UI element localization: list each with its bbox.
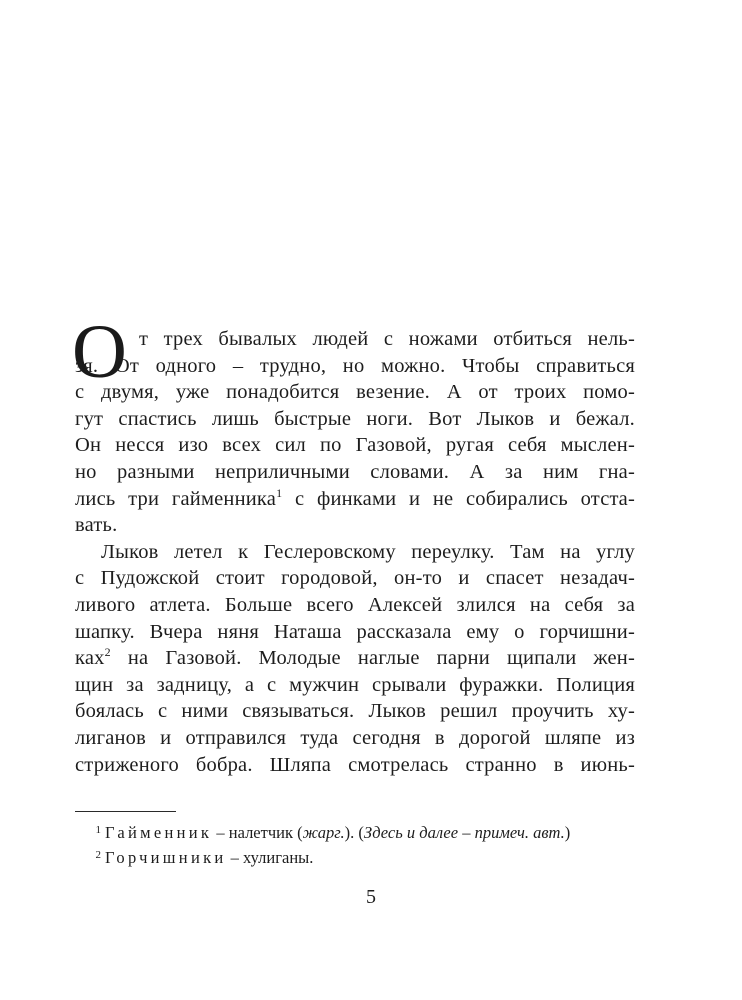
footnote-ref-2[interactable]: 2 [104,645,111,660]
footnote-1: 1 Гайменник – налетчик (жарг.). (Здесь и далее – примеч. авт.) [95,823,571,842]
text-line-3: с двумя, уже понадобится везение. А от троих помо- [75,381,635,404]
text-line-6: но разными неприличными словами. А за ним гна- [75,460,635,483]
text-line-16: лиганов и отправился туда сегодня в дорогой шляпе из [75,726,635,749]
text-line-5: Он несся изо всех сил по Газовой, ругая себя мыслен- [75,434,635,457]
text-line-11: ливого атлета. Больше всего Алексей злился на себя за [75,593,635,616]
text-line-8: вать. [75,514,118,537]
text-line-15: боялась с ними связываться. Лыков решил проучить ху- [75,700,635,723]
footnote-term: Горчишники [105,848,227,867]
text-line-14: щин за задницу, а с мужчин срывали фуражки. Полиция [75,673,635,696]
page-number: 5 [366,886,376,908]
main-text [72,310,636,778]
text-line-9: Лыков летел к Геслеровскому переулку. Там на углу [101,540,635,563]
footnote-2: 2 Горчишники – хулиганы. [95,848,314,867]
footnote-ref-1[interactable]: 1 [276,485,283,500]
text-line-12: шапку. Вчера няня Наташа рассказала ему о горчишни- [75,620,635,643]
text-line-13: ках$^2$ на Газовой. Молодые наглые парни щипали жен- [75,645,636,670]
footnote-term: Гайменник [105,823,213,842]
footnote-separator [75,811,176,812]
footnotes [75,820,655,870]
text-line-2: зя. От одного – трудно, но можно. Чтобы справиться [75,354,635,377]
text-line-4: гут спастись лишь быстрые ноги. Вот Лыков и бежал. [75,407,635,430]
text-line-1: О т трех бывалых людей с ножами отбиться нель- [72,310,635,394]
text-line-7: лись три гайменника$^1$ с финками и не собирались отстa- [75,485,635,510]
text-line-17: стриженого бобра. Шляпа смотрелась странно в июнь- [75,753,635,776]
text-line-10: с Пудожской стоит городовой, он-то и спасет незадач- [75,567,635,590]
drop-cap: О [72,310,128,394]
